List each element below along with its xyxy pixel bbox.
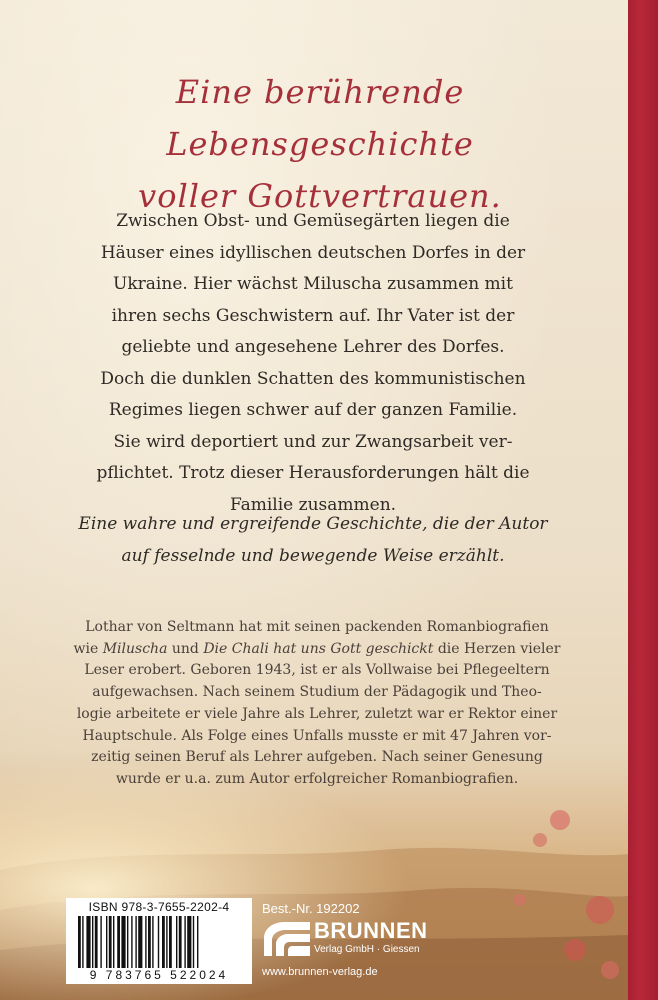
description-line: geliebte und angesehene Lehrer des Dorfes. [121,337,505,357]
order-number: Best.-Nr. 192202 [262,901,360,916]
barcode-bars [78,916,246,968]
teaser-line: auf fesselnde und bewegende Weise erzählt. [121,545,505,566]
bio-text: die Herzen vieler [433,640,561,657]
spine [628,0,658,1000]
publisher-subtitle: Verlag GmbH · Giessen [314,944,420,955]
bio-line: logie arbeitete er viele Jahre als Lehrer, zuletzt war er Rektor einer [76,705,558,722]
bio-line: Lothar von Seltmann hat mit seinen packenden Romanbiografien [85,619,549,635]
description-line: Doch die dunklen Schatten des kommunistischen [100,368,526,389]
bio-line: Leser erobert. Geboren 1943, ist er als Vollwaise bei Pflegeeltern [84,662,550,679]
bio-text: wie [73,640,103,657]
book-description [60,206,566,521]
tagline [40,66,600,222]
bio-text: und [167,640,204,657]
teaser-line: Eine wahre und ergreifende Geschichte, die der Autor [78,514,548,534]
book-teaser [60,509,566,572]
description-line: Häuser eines idyllischen deutschen Dorfes in der [100,242,526,263]
tagline-line-1: Eine berührende Lebensgeschichte [166,73,474,163]
bio-line: wurde er u.a. zum Autor erfolgreicher Romanbiografien. [115,770,519,787]
book-title-chali: Die Chali hat uns Gott geschickt [203,640,434,657]
description-line: Familie zusammen. [229,494,397,515]
publisher-url[interactable]: www.brunnen-verlag.de [262,966,378,978]
isbn-label: ISBN 978-3-7655-2202-4 [88,900,230,914]
description-line: pflichtet. Trotz dieser Herausforderungen hält die [96,463,530,483]
bio-line: zeitig seinen Beruf als Lehrer aufgeben. Nach seiner Genesung [91,749,543,766]
description-line: Regimes liegen schwer auf der ganzen Familie. [108,400,518,420]
publisher-name: BRUNNEN [314,918,428,943]
description-line: Sie wird deportiert und zur Zwangsarbeit ver- [113,431,513,452]
bio-line: Hauptschule. Als Folge eines Unfalls musste er mit 47 Jahren vor- [82,727,552,744]
description-line: Zwischen Obst- und Gemüsegärten liegen die [116,211,510,231]
description-line: ihren sechs Geschwistern auf. Ihr Vater ist der [111,305,515,326]
bio-line: aufgewachsen. Nach seinem Studium der Pädagogik und Theo- [92,684,542,701]
author-bio [46,617,588,791]
barcode-digits: 9 783765 522024 [89,968,229,982]
barcode [66,898,252,984]
tagline-line-2: voller Gottvertrauen. [138,177,502,215]
book-title-miluscha: Miluscha [102,640,168,657]
description-line: Ukraine. Hier wächst Miluscha zusammen mit [113,274,513,294]
